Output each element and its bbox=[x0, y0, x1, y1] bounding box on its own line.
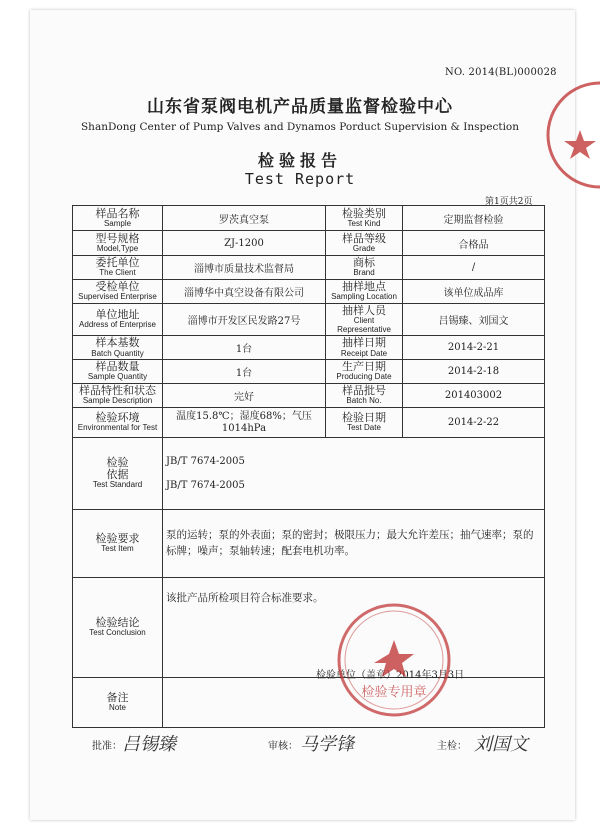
field-label: 样品特性和状态 Sample Description bbox=[73, 384, 163, 408]
field-label: 抽样人员 Client Representative bbox=[326, 303, 403, 336]
field-value: 201403002 bbox=[403, 384, 545, 408]
field-value: 吕锡臻、刘国文 bbox=[403, 303, 545, 336]
conclusion-value: 该批产品所检项目符合标准要求。 bbox=[163, 578, 545, 678]
approve-signature: 吕锡臻 bbox=[122, 734, 176, 755]
info-row bbox=[73, 303, 545, 336]
document-number: NO. 2014(BL)000028 bbox=[445, 67, 557, 78]
info-row bbox=[73, 256, 545, 280]
test-standard-label: 检验 依据 Test Standard bbox=[73, 438, 163, 510]
field-value: 2014-2-21 bbox=[403, 336, 545, 360]
field-value: 2014-2-18 bbox=[403, 360, 545, 384]
report-table bbox=[72, 205, 545, 728]
partial-stamp-icon bbox=[540, 75, 600, 195]
conclusion-row bbox=[73, 578, 545, 678]
review-signature: 马学锋 bbox=[300, 734, 354, 755]
review-label: 审核： bbox=[268, 741, 298, 752]
inspection-stamp-icon bbox=[334, 600, 454, 720]
field-value: 淄博华中真空设备有限公司 bbox=[163, 279, 326, 303]
test-standard-value: JB/T 7674-2005 JB/T 7674-2005 bbox=[163, 438, 545, 510]
chief-signature: 刘国文 bbox=[474, 734, 528, 755]
note-label: 备注 Note bbox=[73, 678, 163, 728]
conclusion-label: 检验结论 Test Conclusion bbox=[73, 578, 163, 678]
field-label: 抽样地点 Sampling Location bbox=[326, 279, 403, 303]
field-value: / bbox=[403, 256, 545, 280]
report-title-en: Test Report bbox=[244, 170, 356, 188]
field-label: 样品数量 Sample Quantity bbox=[73, 360, 163, 384]
test-item-label: 检验要求 Test Item bbox=[73, 510, 163, 578]
field-value: 淄博市开发区民发路27号 bbox=[163, 303, 326, 336]
info-row bbox=[73, 384, 545, 408]
info-row bbox=[73, 360, 545, 384]
info-row bbox=[73, 231, 545, 256]
test-item-value: 泵的运转；泵的外表面；泵的密封；极限压力；最大允许差压；抽气速率；泵的标牌；噪声；泵轴转速；配套电机功率。 bbox=[163, 510, 545, 578]
info-row bbox=[73, 408, 545, 438]
field-value: 完好 bbox=[163, 384, 326, 408]
field-label: 商标 Brand bbox=[326, 256, 403, 280]
field-value: 1台 bbox=[163, 336, 326, 360]
field-value: 合格品 bbox=[403, 231, 545, 256]
field-label: 检验类别 Test Kind bbox=[326, 206, 403, 231]
page-number: 第1页共2页 bbox=[485, 197, 533, 207]
stamp-text: 检验专用章 bbox=[361, 685, 427, 700]
field-value: 温度15.8℃；湿度68%；气压1014hPa bbox=[163, 408, 326, 438]
field-label: 样品批号 Batch No. bbox=[326, 384, 403, 408]
field-value: 定期监督检验 bbox=[403, 206, 545, 231]
test-standard-row bbox=[73, 438, 545, 510]
field-value: 该单位成品库 bbox=[403, 279, 545, 303]
report-title-cn: 检验报告 bbox=[257, 151, 342, 170]
field-label: 受检单位 Supervised Enterprise bbox=[73, 279, 163, 303]
field-label: 样品名称 Sample bbox=[73, 206, 163, 231]
center-title-cn: 山东省泵阀电机产品质量监督检验中心 bbox=[147, 97, 453, 117]
field-value: 1台 bbox=[163, 360, 326, 384]
approve-label: 批准： bbox=[92, 741, 122, 752]
field-value: ZJ-1200 bbox=[163, 231, 326, 256]
field-value: 罗茨真空泵 bbox=[163, 206, 326, 231]
field-label: 样品等级 Grade bbox=[326, 231, 403, 256]
field-value: 淄博市质量技术监督局 bbox=[163, 256, 326, 280]
chief-label: 主检： bbox=[437, 741, 467, 752]
field-value: 2014-2-22 bbox=[403, 408, 545, 438]
field-label: 委托单位 The Client bbox=[73, 256, 163, 280]
info-row bbox=[73, 206, 545, 231]
center-title-en: ShanDong Center of Pump Valves and Dynamos Porduct Supervision & Inspection bbox=[80, 121, 520, 133]
note-row bbox=[73, 678, 545, 728]
test-item-row bbox=[73, 510, 545, 578]
field-label: 单位地址 Address of Enterprise bbox=[73, 303, 163, 336]
info-row bbox=[73, 336, 545, 360]
field-label: 样本基数 Batch Quantity bbox=[73, 336, 163, 360]
conclusion-signature: 检验单位（盖章）2014年3月3日 bbox=[316, 670, 465, 681]
field-label: 生产日期 Producing Date bbox=[326, 360, 403, 384]
field-label: 检验日期 Test Date bbox=[326, 408, 403, 438]
field-label: 型号规格 Model,Type bbox=[73, 231, 163, 256]
field-label: 检验环境 Environmental for Test bbox=[73, 408, 163, 438]
field-label: 抽样日期 Receipt Date bbox=[326, 336, 403, 360]
info-row bbox=[73, 279, 545, 303]
